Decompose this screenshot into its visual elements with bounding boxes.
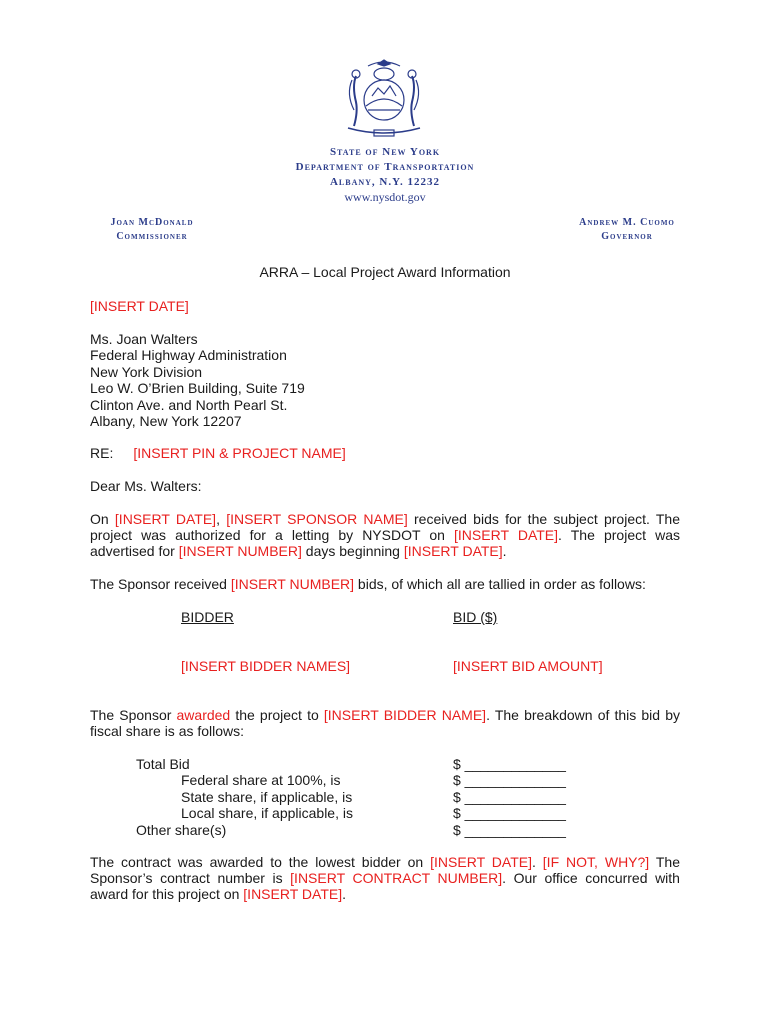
breakdown-row xyxy=(0,756,770,772)
governor-name: Andrew M. Cuomo xyxy=(579,217,675,228)
paragraph-bid-count xyxy=(90,576,646,592)
date-placeholder: [INSERT DATE] xyxy=(90,298,189,314)
recipient-address xyxy=(90,331,305,429)
breakdown-value: $ _____________ xyxy=(453,805,566,822)
breakdown-row xyxy=(0,805,770,821)
para1-text: received bids for the subject project. The project was authorized for a letting by NYSDOT on xyxy=(90,511,680,543)
para4-text: . Our office concurred with award for this project on xyxy=(90,870,680,902)
address-line: Clinton Ave. and North Pearl St. xyxy=(90,396,288,413)
para4-placeholder: [INSERT DATE] xyxy=(430,854,532,870)
paragraph-contract xyxy=(90,854,680,902)
document-title: ARRA – Local Project Award Information xyxy=(259,264,511,280)
commissioner-block xyxy=(100,216,204,244)
re-line xyxy=(90,445,346,461)
agency-state-line: State of New York xyxy=(329,146,441,158)
commissioner-title: Commissioner xyxy=(116,231,188,242)
salutation: Dear Ms. Walters: xyxy=(90,478,202,494)
address-line: Ms. Joan Walters xyxy=(90,331,198,347)
commissioner-name: Joan McDonald xyxy=(110,217,194,228)
para3-text: . The breakdown of this bid by fiscal share is as follows: xyxy=(90,707,680,739)
para1-placeholder: [INSERT NUMBER] xyxy=(178,543,302,559)
state-seal-logo xyxy=(338,56,430,142)
para4-placeholder: [INSERT DATE] xyxy=(243,886,343,902)
address-line: Leo W. O’Brien Building, Suite 719 xyxy=(90,380,305,397)
address-line: Federal Highway Administration xyxy=(90,347,287,364)
breakdown-row xyxy=(0,772,770,788)
para4-text: . xyxy=(531,854,543,870)
para3-text: the project to xyxy=(230,707,324,723)
address-line: New York Division xyxy=(90,363,203,380)
breakdown-label: Local share, if applicable, is xyxy=(181,805,353,822)
para1-text: . xyxy=(502,543,507,559)
breakdown-row xyxy=(0,789,770,805)
agency-address-line: Albany, N.Y. 12232 xyxy=(329,176,441,188)
para2-placeholder: [INSERT NUMBER] xyxy=(230,576,355,592)
para4-placeholder: [INSERT CONTRACT NUMBER] xyxy=(290,870,503,886)
para4-text: The contract was awarded to the lowest bidder on xyxy=(90,854,431,870)
bid-column-header: BID ($) xyxy=(453,609,498,625)
fiscal-share-breakdown xyxy=(0,756,770,838)
governor-title: Governor xyxy=(601,231,653,242)
para1-placeholder: [INSERT DATE] xyxy=(114,511,217,527)
para1-text: days beginning xyxy=(301,543,404,559)
para4-placeholder: [IF NOT, WHY?] xyxy=(542,854,650,870)
breakdown-value: $ _____________ xyxy=(453,821,566,838)
breakdown-row xyxy=(0,822,770,838)
agency-website: www.nysdot.gov xyxy=(344,190,426,204)
para1-placeholder: [INSERT DATE] xyxy=(454,527,559,543)
breakdown-label: Total Bid xyxy=(136,756,190,772)
bidder-names-placeholder: [INSERT BIDDER NAMES] xyxy=(181,658,351,674)
para4-text: The Sponsor’s contract number is xyxy=(90,854,680,886)
re-label: RE: xyxy=(90,445,114,461)
para2-text: The Sponsor received xyxy=(90,576,231,592)
para3-placeholder: [INSERT BIDDER NAME] xyxy=(323,707,487,723)
breakdown-value: $ _____________ xyxy=(453,772,566,789)
bid-amount-placeholder: [INSERT BID AMOUNT] xyxy=(453,658,603,674)
agency-department-line: Department of Transportation xyxy=(295,161,475,173)
re-value: [INSERT PIN & PROJECT NAME] xyxy=(133,445,346,461)
breakdown-value: $ _____________ xyxy=(453,788,566,805)
breakdown-value: $ _____________ xyxy=(453,756,566,772)
breakdown-label: Federal share at 100%, is xyxy=(181,772,341,789)
para1-text: . The project was advertised for xyxy=(90,527,680,559)
bidder-column-header: BIDDER xyxy=(181,609,234,625)
paragraph-award xyxy=(90,707,680,739)
para1-text: , xyxy=(216,511,227,527)
para3-placeholder: awarded xyxy=(176,707,231,723)
breakdown-label: Other share(s) xyxy=(136,821,227,838)
para4-text: . xyxy=(342,886,346,902)
paragraph-bids-received xyxy=(90,511,680,559)
para1-text: On xyxy=(90,511,115,527)
para1-placeholder: [INSERT SPONSOR NAME] xyxy=(226,511,408,527)
governor-block xyxy=(570,216,684,244)
breakdown-label: State share, if applicable, is xyxy=(181,788,353,805)
para3-text: The Sponsor xyxy=(90,707,177,723)
para1-placeholder: [INSERT DATE] xyxy=(403,543,503,559)
address-line: Albany, New York 12207 xyxy=(90,413,242,430)
para2-text: bids, of which all are tallied in order as follows: xyxy=(354,576,646,592)
